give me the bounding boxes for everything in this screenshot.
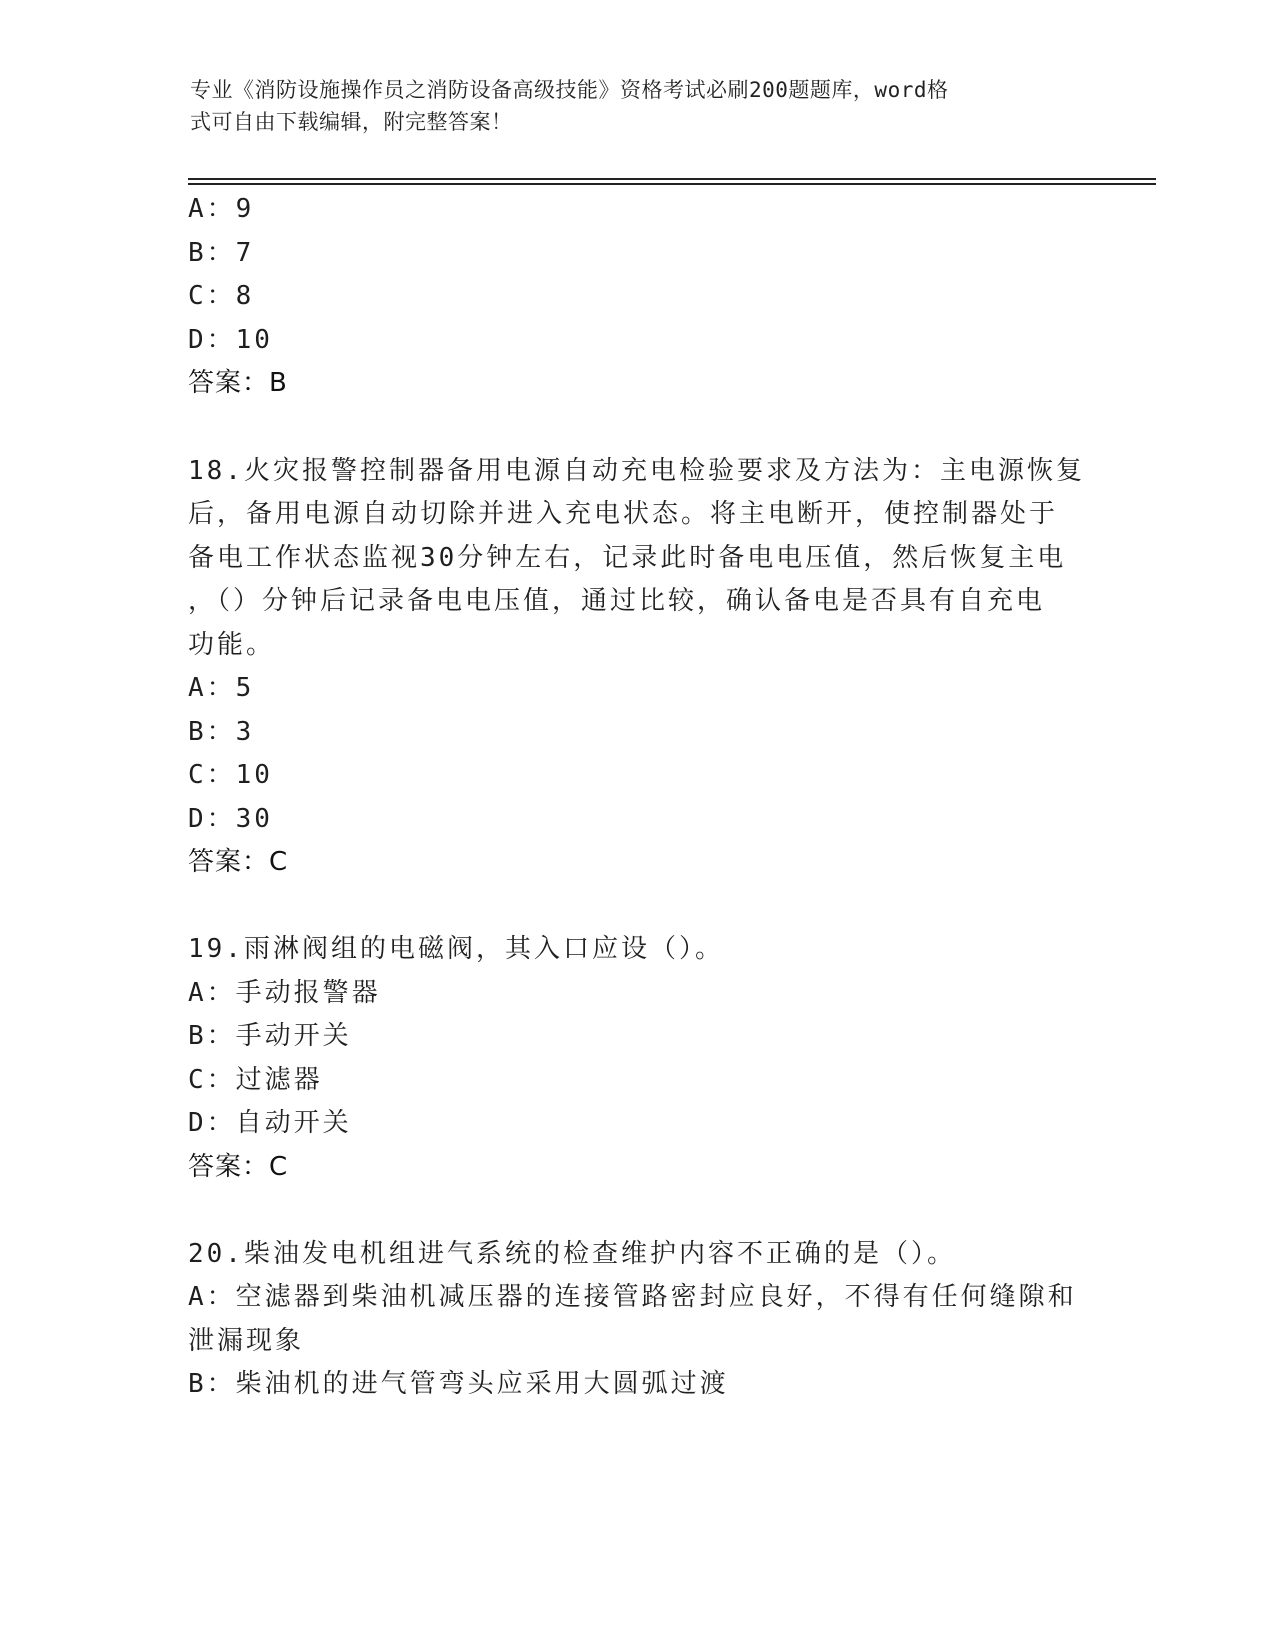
- q19-option-b: B：手动开关: [188, 1021, 352, 1051]
- q17-answer: 答案：B: [188, 368, 288, 398]
- q20-option-a-continued: 泄漏现象: [188, 1326, 305, 1356]
- q19-question-line-1: 19.雨淋阀组的电磁阀，其入口应设（）。: [188, 934, 724, 964]
- q18-question-line-4: ，（）分钟后记录备电电压值，通过比较，确认备电是否具有自充电: [188, 586, 1046, 616]
- q17-option-c: C：8: [188, 281, 255, 311]
- q18-option-d: D：30: [188, 804, 273, 834]
- q19-answer: 答案：C: [188, 1152, 289, 1182]
- q18-answer: 答案：C: [188, 847, 289, 877]
- q18-question-line-3: 备电工作状态监视30分钟左右，记录此时备电电压值，然后恢复主电: [188, 543, 1067, 573]
- q18-question-line-1: 18.火灾报警控制器备用电源自动充电检验要求及方法为：主电源恢复: [188, 456, 1085, 486]
- q20-question-line-1: 20.柴油发电机组进气系统的检查维护内容不正确的是（）。: [188, 1239, 956, 1269]
- q20-option-b: B：柴油机的进气管弯头应采用大圆弧过渡: [188, 1369, 729, 1399]
- header-line-1: 专业《消防设施操作员之消防设备高级技能》资格考试必刷200题题库，word格: [190, 78, 949, 102]
- q18-question-line-2: 后，备用电源自动切除并进入充电状态。将主电断开，使控制器处于: [188, 499, 1059, 529]
- q18-question-line-5: 功能。: [188, 630, 276, 660]
- q18-option-c: C：10: [188, 760, 273, 790]
- q17-option-a: A：9: [188, 194, 255, 224]
- q17-option-b: B：7: [188, 238, 255, 268]
- header-divider-bottom: [188, 183, 1156, 185]
- q19-option-d: D：自动开关: [188, 1108, 352, 1138]
- q20-option-a: A：空滤器到柴油机减压器的连接管路密封应良好，不得有任何缝隙和: [188, 1282, 1077, 1312]
- q18-option-a: A：5: [188, 673, 255, 703]
- header-divider-top: [188, 178, 1156, 180]
- header-line-2: 式可自由下载编辑，附完整答案！: [190, 110, 513, 134]
- q19-option-a: A：手动报警器: [188, 978, 381, 1008]
- document-header: [190, 74, 1070, 138]
- q19-option-c: C：过滤器: [188, 1065, 323, 1095]
- q17-option-d: D：10: [188, 325, 273, 355]
- q18-option-b: B：3: [188, 717, 255, 747]
